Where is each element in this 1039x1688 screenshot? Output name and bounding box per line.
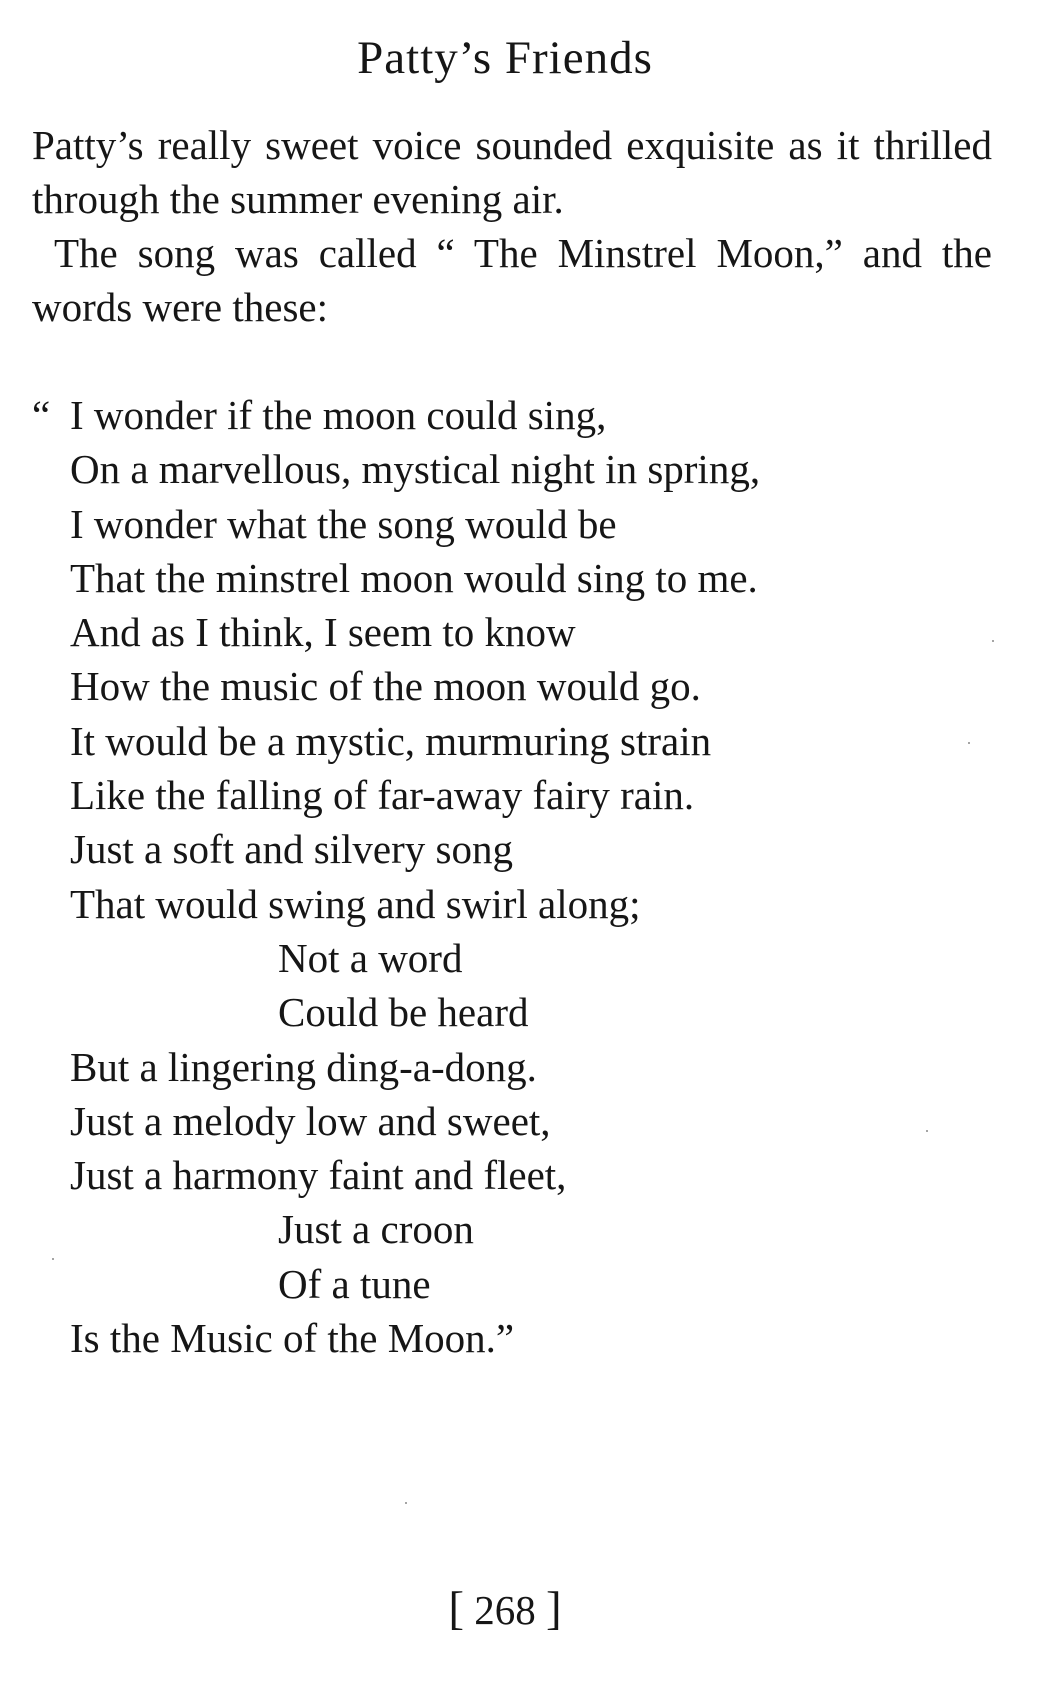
paragraph: Patty’s really sweet voice sounded exquisite as it thrilled through the summer evening air. <box>32 122 992 222</box>
poem-line-text: I wonder if the moon could sing, <box>70 392 607 438</box>
open-quote: “ <box>32 392 51 438</box>
poem-line: It would be a mystic, murmuring strain <box>70 717 712 764</box>
page-number <box>0 1582 1010 1637</box>
folio-number: 268 <box>474 1587 536 1633</box>
paper-speck <box>926 1130 928 1132</box>
poem-line: Is the Music of the Moon.” <box>70 1315 515 1362</box>
paper-speck <box>52 1258 54 1260</box>
poem <box>32 388 992 1365</box>
poem-line: That the minstrel moon would sing to me. <box>70 554 758 601</box>
paragraph: The song was called “ The Minstrel Moon,” and the words were these: <box>32 230 992 330</box>
poem-line: I wonder what the song would be <box>70 500 617 547</box>
poem-line: But a lingering ding-a-dong. <box>70 1043 537 1090</box>
poem-line: Just a soft and silvery song <box>70 826 513 873</box>
prose-block <box>32 118 992 334</box>
paper-speck <box>405 1502 407 1504</box>
running-head: Patty’s Friends <box>357 32 653 84</box>
folio-open-bracket: [ <box>448 1583 464 1635</box>
folio-close-bracket: ] <box>546 1583 562 1635</box>
poem-line: That would swing and swirl along; <box>70 880 641 927</box>
poem-line: On a marvellous, mystical night in spring, <box>70 446 761 493</box>
poem-line: Like the falling of far-away fairy rain. <box>70 772 695 819</box>
poem-line-indented: Not a word <box>278 934 463 981</box>
poem-line: Just a harmony faint and fleet, <box>70 1152 567 1199</box>
poem-line-indented: Of a tune <box>278 1260 431 1307</box>
poem-line-indented: Just a croon <box>278 1206 474 1253</box>
poem-line: How the music of the moon would go. <box>70 663 701 710</box>
paper-speck <box>992 640 994 642</box>
poem-line: And as I think, I seem to know <box>70 609 576 656</box>
paper-speck <box>968 742 970 744</box>
poem-line: Just a melody low and sweet, <box>70 1097 551 1144</box>
poem-line <box>32 388 992 442</box>
poem-line-indented: Could be heard <box>278 989 529 1036</box>
